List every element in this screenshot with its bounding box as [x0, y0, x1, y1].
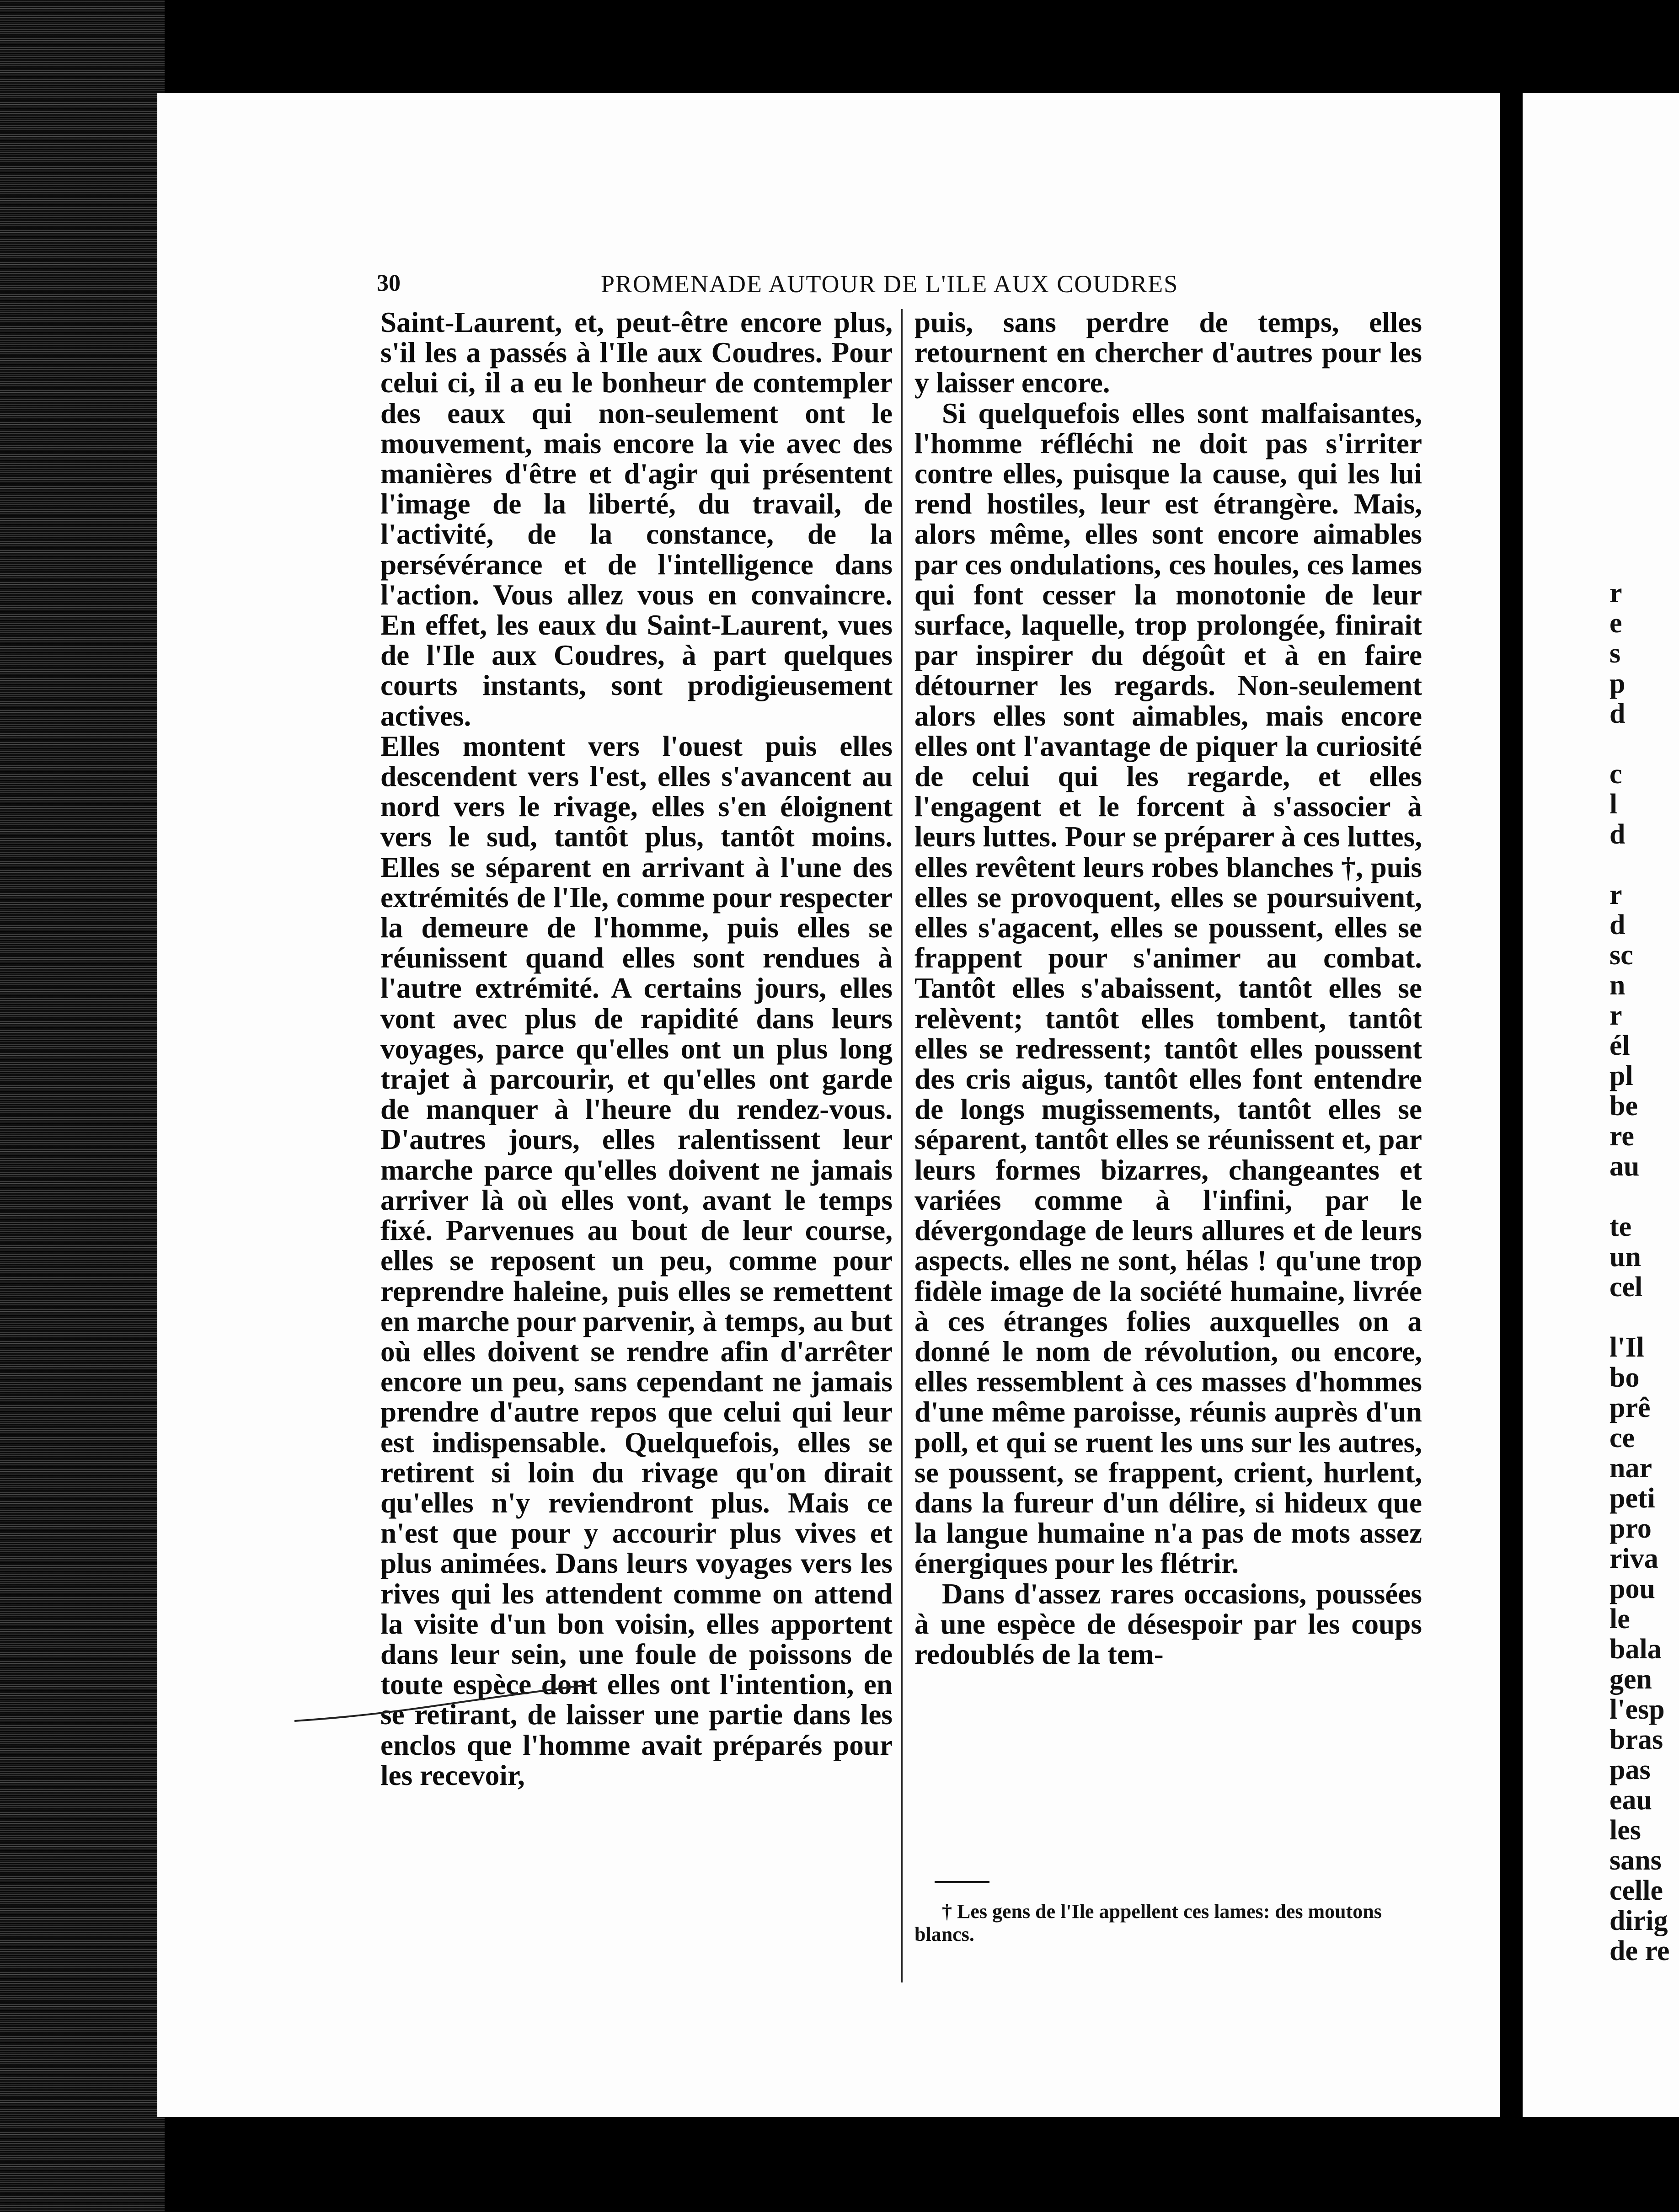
paragraph: Dans d'assez rares occasions, poussées à une espèce de désespoir par les coups redoublés de la tem- [914, 1577, 1422, 1670]
paragraph: Si quelquefois elles sont malfaisantes, l'homme réfléchi ne doit pas s'irriter contre elles, puisque la cause, qui les lui rend hostiles, leur est étrangère. Mais, alors même, elles sont encore aimables par ces ondulations, ces houles, ces lames qui font cesser la monotonie de leur surface, laquelle, trop prolongée, finirait par inspirer du dégoût et à en faire détourner les regards. Non-seulement alors elles sont aimables, mais encore elles ont l'avantage de piquer la curiosité de celui qui les regarde, et elles l'engagent et le forcent à s'associer à leurs luttes. Pour se préparer à ces luttes, elles revêtent leurs robes blanches †, puis elles se provoquent, elles se poursuivent, elles s'agacent, elles se poussent, elles se frappent pour s'animer au combat. Tantôt elles s'abaissent, tantôt elles se relèvent; tantôt elles tombent, tantôt elles se redressent; tantôt elles poussent des cris aigus, tantôt elles font entendre de longs mugissements, tantôt elles se séparent, tantôt elles se réunissent et, par leurs formes bizarres, changeantes et variées comme à l'infini, par le dévergondage de leurs allures et de leurs aspects. elles ne sont, hélas ! qu'une trop fidèle image de la société humaine, livrée à ces étranges folies auxquelles on a donné le nom de révolution, ou encore, elles ressemblent à ces masses d'hommes d'une même paroisse, réunis auprès d'un poll, et qui se ruent les uns sur les autres, se poussent, se frappent, crient, hurlent, dans la fureur d'un délire, si hideux que la langue humaine n'a pas de mots assez énergiques pour les flétrir. [914, 397, 1422, 1580]
footnote-rule [935, 1881, 989, 1883]
column-divider [901, 309, 903, 1982]
adjacent-page-text: r e s p d c l d r d sc n r él pl be re au te un cel l'Il bo prê ce nar peti pro riva pou le bala gen l'esp bras pas eau les sans celle dirig de re [1609, 577, 1670, 1966]
paragraph: puis, sans perdre de temps, elles retournent en chercher d'autres pour les y laisser encore. [914, 306, 1422, 399]
right-column [914, 307, 1422, 2054]
handwritten-ink-stroke [294, 1652, 615, 1744]
scan-left-edge [0, 0, 165, 2212]
adjacent-page [1523, 93, 1679, 2117]
running-head [157, 270, 1500, 306]
page-number: 30 [377, 270, 401, 296]
paragraph: Elles montent vers l'ouest puis elles descendent vers l'est, elles s'avancent au nord vers le rivage, elles s'en éloignent vers le sud, tantôt plus, tantôt moins. Elles se séparent en arrivant à l'une des extrémités de l'Ile, comme pour respecter la demeure de l'homme, puis elles se réunissent quand elles sont rendues à l'autre extrémité. A certains jours, elles vont avec plus de rapidité dans leurs voyages, parce qu'elles ont un plus long trajet à parcourir, et qu'elles ont garde de manquer à l'heure du rendez-vous. D'autres jours, elles ralentissent leur marche parce qu'elles doivent ne jamais arriver là où elles vont, avant le temps fixé. Parvenues au bout de leur course, elles se reposent un peu, comme pour reprendre haleine, puis elles se remettent en marche pour parvenir, à temps, au but où elles doivent se rendre afin d'arrêter encore un peu, sans cependant ne jamais prendre d'autre repos que celui qui leur est indispensable. Quelquefois, elles se retirent si loin du rivage qu'on dirait qu'elles n'y reviendront plus. Mais ce n'est que pour y accourir plus vives et plus animées. Dans leurs voyages vers les rives qui les attendent comme on attend la visite d'un bon voisin, elles apportent dans leur sein, une foule de poissons de toute espèce dont elles ont l'intention, en se retirant, de laisser une partie dans les enclos que l'homme avait préparés pour les recevoir, [380, 730, 893, 1791]
paragraph: Saint-Laurent, et, peut-être encore plus, s'il les a passés à l'Ile aux Coudres. Pour celui ci, il a eu le bonheur de contempler des eaux qui non-seulement ont le mouvement, mais encore la vie avec des manières d'être et d'agir qui présentent l'image de la liberté, du travail, de l'activité, de la constance, de la persévérance et de l'intelligence dans l'action. Vous allez vous en convaincre. En effet, les eaux du Saint-Laurent, vues de l'Ile aux Coudres, à part quelques courts instants, sont prodigieusement actives. [380, 306, 893, 732]
running-title: PROMENADE AUTOUR DE L'ILE AUX COUDRES [601, 270, 1179, 298]
book-page [157, 93, 1500, 2117]
left-column [380, 307, 893, 2054]
footnote: † Les gens de l'Ile appellent ces lames: des moutons blancs. [914, 1900, 1382, 1945]
